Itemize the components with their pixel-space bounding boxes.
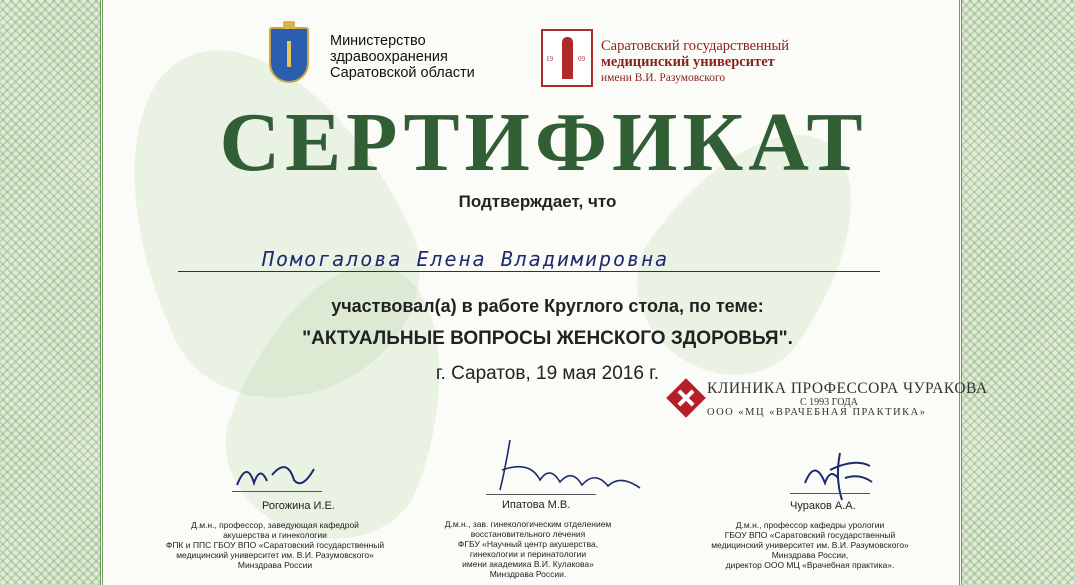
signatory-1-desc-line: Минздрава России (237, 560, 313, 570)
ministry-line-1: Министерство (330, 33, 426, 49)
ministry-line-3: Саратовской области (330, 65, 475, 81)
university-line-3: имени В.И. Разумовского (601, 72, 726, 84)
signatory-2-description (418, 519, 638, 579)
signatory-2-desc-line: восстановительного лечения (470, 529, 586, 539)
signatory-1-desc-line: акушерства и гинекологии (223, 530, 327, 540)
clinic-org: ООО «МЦ «ВРАЧЕБНАЯ ПРАКТИКА» (707, 407, 927, 418)
place-date: г. Саратов, 19 мая 2016 г. (435, 363, 660, 384)
signatory-2-desc-line: имени академика В.И. Кулакова» (462, 559, 594, 569)
name-underline (178, 271, 880, 272)
confirms-text: Подтверждает, что (458, 192, 617, 211)
clinic-title: КЛИНИКА ПРОФЕССОРА ЧУРАКОВА (707, 380, 988, 397)
signatory-3-desc-line: директор ООО МЦ «Врачебная практика». (725, 560, 895, 570)
signatory-1-desc-line: ФПК и ППС ГБОУ ВПО «Саратовский государственный (165, 540, 385, 550)
signatory-1-name: Рогожина И.Е. (262, 500, 335, 512)
participation-text: участвовал(а) в работе Круглого стола, по теме: (331, 296, 764, 316)
ministry-name (330, 33, 475, 81)
signature-3-line (790, 493, 870, 494)
logo-year-right: 09 (578, 55, 585, 63)
signatory-1-description (160, 520, 390, 570)
ministry-line-2: здравоохранения (330, 49, 448, 65)
signatory-2-desc-line: ФГБУ «Научный центр акушерства, (457, 539, 599, 549)
university-logo-icon (541, 29, 593, 87)
signatory-2-desc-line: Д.м.н., зав. гинекологическим отделением (444, 519, 612, 529)
signatory-3-desc-line: Минздрава России, (771, 550, 849, 560)
signatory-3-description (690, 520, 930, 570)
signature-1-line (232, 491, 322, 492)
participant-name: Помогалова Елена Владимировна (262, 247, 670, 271)
signatory-2-desc-line: Минздрава России. (489, 569, 567, 579)
certificate-title: СЕРТИФИКАТ (219, 96, 868, 189)
signature-1-icon (232, 455, 322, 495)
logo-year-left: 19 (546, 55, 553, 63)
signatory-3-name: Чураков А.А. (790, 500, 856, 512)
university-name (601, 38, 789, 86)
signature-2-line (486, 494, 596, 495)
signatory-3-desc-line: Д.м.н., профессор кафедры урологии (735, 520, 885, 530)
signatory-1-desc-line: Д.м.н., профессор, заведующая кафедрой (191, 520, 359, 530)
signatory-3-desc-line: медицинский университет им. В.И. Разумовского» (711, 540, 909, 550)
topic-title: "АКТУАЛЬНЫЕ ВОПРОСЫ ЖЕНСКОГО ЗДОРОВЬЯ". (302, 328, 793, 349)
signatory-3-desc-line: ГБОУ ВПО «Саратовский государственный (724, 530, 896, 540)
university-line-2: медицинский университет (601, 54, 775, 70)
clinic-since: С 1993 ГОДА (800, 397, 858, 408)
signature-2-icon (480, 430, 650, 500)
signatory-1-desc-line: медицинский университет им. В.И. Разумовского» (176, 550, 374, 560)
signatory-2-name: Ипатова М.В. (502, 499, 571, 511)
saratov-coat-of-arms-icon (269, 27, 309, 83)
signature-3-icon (800, 448, 880, 503)
university-line-1: Саратовский государственный (601, 38, 790, 54)
signatory-2-desc-line: гинекологии и перинатологии (469, 549, 587, 559)
